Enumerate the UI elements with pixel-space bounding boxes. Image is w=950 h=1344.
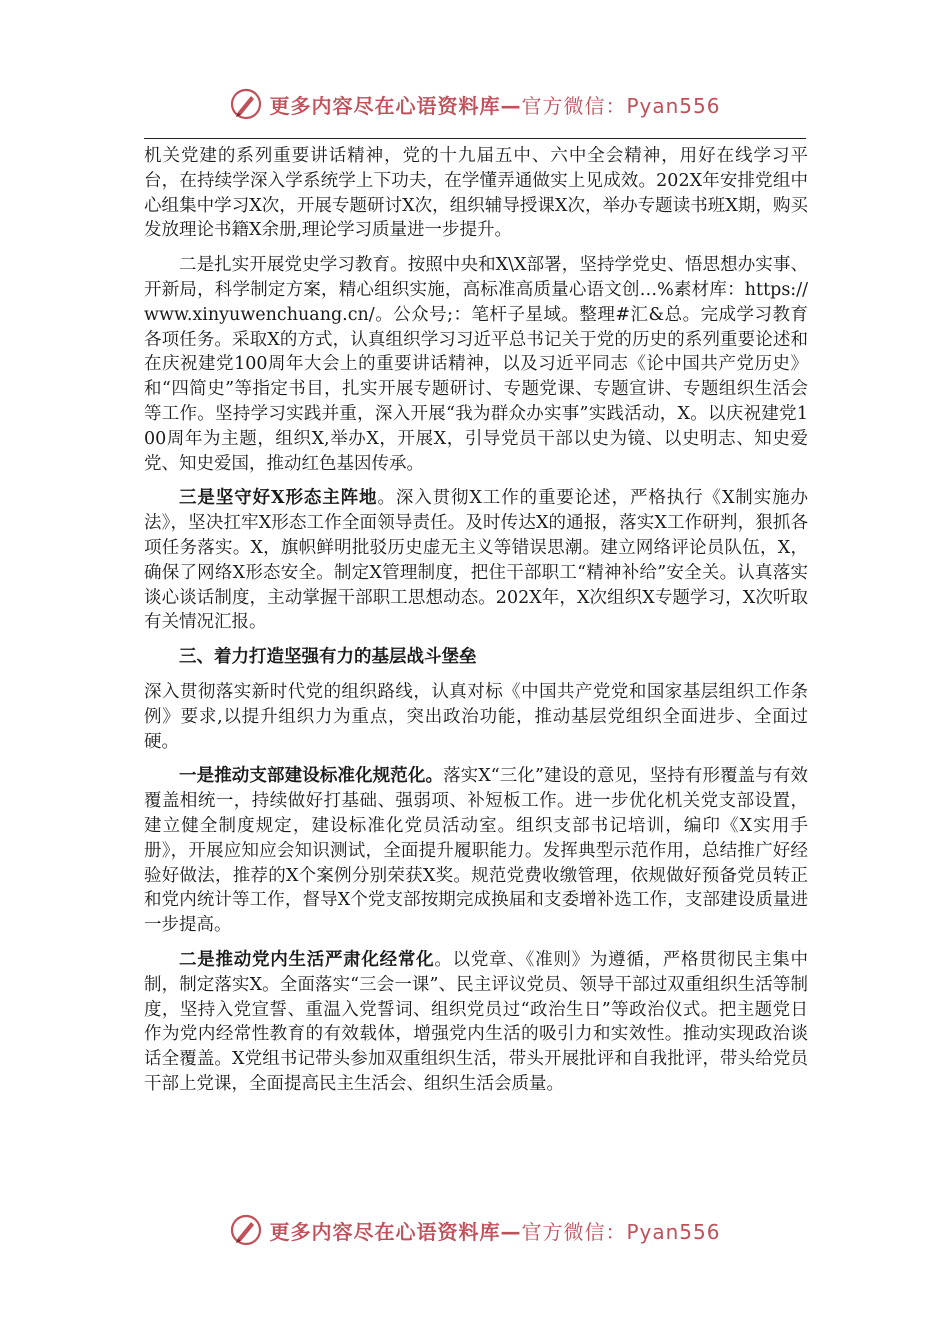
pen-logo-icon xyxy=(229,87,263,121)
section-heading: 三、着力打造坚强有力的基层战斗堡垒 xyxy=(179,647,477,668)
paragraph-lead: 二是推动党内生活严肃化经常化 xyxy=(179,949,435,970)
pen-logo-icon xyxy=(229,1213,263,1247)
paragraph: 一是推动支部建设标准化规范化。落实X“三化”建设的意见，坚持有形覆盖与有效覆盖相统一，持续做好打基础、强弱项、补短板工作。进一步优化机关党支部设置，建立健全制度规定，建设标准化党员活动室。组织支部书记培训，编印《X实用手册》，开展应知应会知识测试，全面提升履职能力。发挥典型示范作用，总结推广好经验好做法，推荐的X个案例分别荣获X奖。规范党费收缴管理，依规做好预备党员转正和党内统计等工作，督导X个党支部按期完成换届和支委增补选工作，支部建设质量进一步提高。 xyxy=(144,766,808,936)
paragraph: 二是推动党内生活严肃化经常化。以党章、《准则》为遵循，严格贯彻民主集中制，制定落实X。全面落实“三会一课”、民主评议党员、领导干部过双重组织生活等制度，坚持入党宣誓、重温入党誓词、组织党员过“政治生日”等政治仪式。把主题党日作为党内经常性教育的有效载体，增强党内生活的吸引力和实效性。推动实现政治谈话全覆盖。X党组书记带头参加双重组织生活，带头开展批评和自我批评，带头给党员干部上党课，全面提高民主生活会、组织生活会质量。 xyxy=(144,949,809,1094)
paragraph-lead: 三是坚守好X形态主阵地 xyxy=(179,488,378,509)
footer-banner-text: 更多内容尽在心语资料库—官方微信：Pyan556 xyxy=(269,1219,721,1244)
paragraph: 机关党建的系列重要讲话精神，党的十九届五中、六中全会精神，用好在线学习平台，在持续学深入学系统学上下功夫，在学懂弄通做实上见成效。202X年安排党组中心组集中学习X次，开展专题研讨X次，组织辅导授课X次，举办专题读书班X期，购买发放理论书籍X余册,理论学习质量进一步提升。 xyxy=(144,146,808,241)
paragraph: 三是坚守好X形态主阵地。深入贯彻X工作的重要论述，严格执行《X制实施办法》，坚决扛牢X形态工作全面领导责任。及时传达X的通报，落实X工作研判，狠抓各项任务落实。X，旗帜鲜明批驳历史虚无主义等错误思潮。建立网络评论员队伍，X，确保了网络X形态安全。制定X管理制度，把住干部职工“精神补给”安全关。认真落实谈心谈话制度，主动掌握干部职工思想动态。202X年，X次组织X专题学习，X次听取有关情况汇报。 xyxy=(144,488,809,633)
header-banner-text: 更多内容尽在心语资料库—官方微信：Pyan556 xyxy=(269,93,721,118)
header-rule xyxy=(144,138,806,139)
header-banner xyxy=(0,84,950,124)
paragraph: 深入贯彻落实新时代党的组织路线，认真对标《中国共产党党和国家基层组织工作条例》要求,以提升组织力为重点，突出政治功能，推动基层党组织全面进步、全面过硬。 xyxy=(144,681,808,752)
footer-banner xyxy=(0,1210,950,1250)
paragraph: 二是扎实开展党史学习教育。按照中央和X\X部署，坚持学党史、悟思想办实事、开新局，科学制定方案，精心组织实施，高标准高质量心语文创…%素材库：https://www.xinyuwenchuang.cn/。公众号;：笔杆子星域。整理#汇&总。完成学习教育各项任务。采取X的方式，认真组织学习习近平总书记关于党的历史的系列重要论述和在庆祝建党100周年大会上的重要讲话精神，以及习近平同志《论中国共产党历史》和“四简史”等指定书目，扎实开展专题研讨、专题党课、专题宣讲、专题组织生活会等工作。坚持学习实践并重，深入开展“我为群众办实事”实践活动，X。以庆祝建党100周年为主题，组织X,举办X，开展X，引导党员干部以史为镜、以史明志、知史爱党、知史爱国，推动红色基因传承。 xyxy=(144,255,808,474)
paragraph-lead: 一是推动支部建设标准化规范化。 xyxy=(179,766,444,787)
document-body xyxy=(144,144,808,1107)
